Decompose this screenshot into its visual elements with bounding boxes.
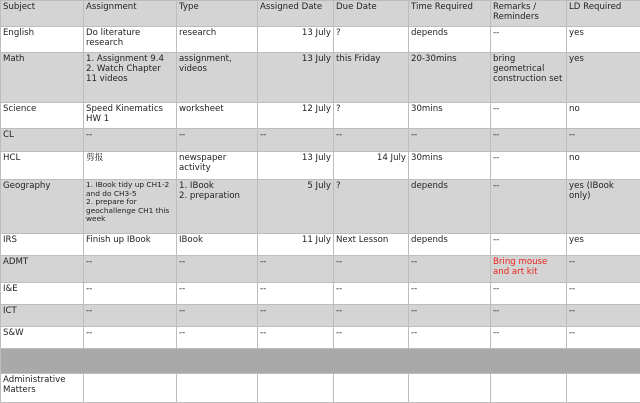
cell-assigned-date[interactable]: 13 July bbox=[258, 27, 334, 53]
cell-type[interactable]: 1. IBook 2. preparation bbox=[177, 180, 258, 234]
cell-ld-required[interactable]: yes (IBook only) bbox=[567, 180, 640, 234]
cell-type[interactable]: -- bbox=[177, 256, 258, 283]
cell-remarks[interactable]: -- bbox=[491, 283, 567, 305]
cell-remarks[interactable]: -- bbox=[491, 103, 567, 129]
cell-due-date[interactable]: ? bbox=[334, 180, 409, 234]
cell-ld-required[interactable]: yes bbox=[567, 53, 640, 103]
header-remarks[interactable]: Remarks / Reminders bbox=[491, 1, 567, 27]
cell-due-date[interactable]: -- bbox=[334, 129, 409, 152]
cell-type[interactable]: worksheet bbox=[177, 103, 258, 129]
admin-cell[interactable] bbox=[334, 374, 409, 403]
cell-time-required[interactable]: depends bbox=[409, 234, 491, 256]
cell-subject[interactable]: ADMT bbox=[1, 256, 84, 283]
cell-due-date[interactable]: ? bbox=[334, 103, 409, 129]
cell-ld-required[interactable]: -- bbox=[567, 327, 640, 349]
cell-subject[interactable]: HCL bbox=[1, 152, 84, 180]
admin-row bbox=[1, 374, 640, 403]
table-row bbox=[1, 180, 640, 234]
cell-assigned-date[interactable]: -- bbox=[258, 327, 334, 349]
cell-assignment[interactable]: 剪报 bbox=[84, 152, 177, 180]
cell-ld-required[interactable]: no bbox=[567, 152, 640, 180]
cell-assignment[interactable]: -- bbox=[84, 327, 177, 349]
cell-remarks[interactable]: bring geometrical construction set bbox=[491, 53, 567, 103]
admin-cell[interactable] bbox=[177, 374, 258, 403]
header-type[interactable]: Type bbox=[177, 1, 258, 27]
header-time-required[interactable]: Time Required bbox=[409, 1, 491, 27]
cell-time-required[interactable]: -- bbox=[409, 327, 491, 349]
cell-time-required[interactable]: -- bbox=[409, 129, 491, 152]
cell-ld-required[interactable]: no bbox=[567, 103, 640, 129]
cell-time-required[interactable]: -- bbox=[409, 305, 491, 327]
admin-cell[interactable] bbox=[258, 374, 334, 403]
cell-type[interactable]: -- bbox=[177, 129, 258, 152]
cell-remarks-reminder[interactable]: Bring mouse and art kit bbox=[491, 256, 567, 283]
cell-due-date[interactable]: -- bbox=[334, 327, 409, 349]
cell-ld-required[interactable]: -- bbox=[567, 256, 640, 283]
header-subject[interactable]: Subject bbox=[1, 1, 84, 27]
cell-due-date[interactable]: -- bbox=[334, 305, 409, 327]
table-row bbox=[1, 27, 640, 53]
cell-due-date[interactable]: -- bbox=[334, 283, 409, 305]
cell-type[interactable]: IBook bbox=[177, 234, 258, 256]
cell-type[interactable]: newspaper activity bbox=[177, 152, 258, 180]
section-divider bbox=[1, 349, 640, 374]
cell-assigned-date[interactable]: 11 July bbox=[258, 234, 334, 256]
header-assigned-date[interactable]: Assigned Date bbox=[258, 1, 334, 27]
cell-due-date[interactable]: ? bbox=[334, 27, 409, 53]
cell-remarks[interactable]: -- bbox=[491, 234, 567, 256]
admin-cell[interactable] bbox=[409, 374, 491, 403]
cell-assignment[interactable]: -- bbox=[84, 256, 177, 283]
header-due-date[interactable]: Due Date bbox=[334, 1, 409, 27]
cell-assignment[interactable]: 1. IBook tidy up CH1-2 and do CH3-5 2. prepare for geochallenge CH1 this week bbox=[84, 180, 177, 234]
cell-ld-required[interactable]: -- bbox=[567, 305, 640, 327]
cell-assigned-date[interactable]: -- bbox=[258, 129, 334, 152]
admin-cell[interactable] bbox=[567, 374, 640, 403]
cell-time-required[interactable]: 30mins bbox=[409, 152, 491, 180]
cell-due-date[interactable]: Next Lesson bbox=[334, 234, 409, 256]
header-ld-required[interactable]: LD Required bbox=[567, 1, 640, 27]
cell-assigned-date[interactable]: 13 July bbox=[258, 53, 334, 103]
cell-subject[interactable]: English bbox=[1, 27, 84, 53]
cell-ld-required[interactable]: yes bbox=[567, 27, 640, 53]
cell-ld-required[interactable]: -- bbox=[567, 283, 640, 305]
cell-remarks[interactable]: -- bbox=[491, 152, 567, 180]
cell-remarks[interactable]: -- bbox=[491, 180, 567, 234]
cell-assigned-date[interactable]: -- bbox=[258, 283, 334, 305]
cell-type[interactable]: research bbox=[177, 27, 258, 53]
cell-assignment[interactable]: -- bbox=[84, 305, 177, 327]
cell-assignment[interactable]: Finish up IBook bbox=[84, 234, 177, 256]
cell-type[interactable]: -- bbox=[177, 283, 258, 305]
cell-type[interactable]: -- bbox=[177, 305, 258, 327]
cell-assigned-date[interactable]: 12 July bbox=[258, 103, 334, 129]
table-row bbox=[1, 129, 640, 152]
cell-subject[interactable]: CL bbox=[1, 129, 84, 152]
cell-assignment[interactable]: Do literature research bbox=[84, 27, 177, 53]
table-row bbox=[1, 256, 640, 283]
cell-assignment[interactable]: Speed Kinematics HW 1 bbox=[84, 103, 177, 129]
cell-assignment[interactable]: 1. Assignment 9.4 2. Watch Chapter 11 videos bbox=[84, 53, 177, 103]
cell-due-date[interactable]: -- bbox=[334, 256, 409, 283]
admin-cell[interactable] bbox=[84, 374, 177, 403]
cell-subject[interactable]: ICT bbox=[1, 305, 84, 327]
cell-remarks[interactable]: -- bbox=[491, 305, 567, 327]
cell-time-required[interactable]: depends bbox=[409, 180, 491, 234]
cell-subject[interactable]: Math bbox=[1, 53, 84, 103]
cell-time-required[interactable]: -- bbox=[409, 256, 491, 283]
table-row bbox=[1, 53, 640, 103]
cell-subject[interactable]: Science bbox=[1, 103, 84, 129]
table-row bbox=[1, 234, 640, 256]
cell-subject[interactable]: S&W bbox=[1, 327, 84, 349]
header-assignment[interactable]: Assignment bbox=[84, 1, 177, 27]
table-row bbox=[1, 327, 640, 349]
table-row bbox=[1, 305, 640, 327]
cell-type[interactable]: assignment, videos bbox=[177, 53, 258, 103]
cell-assigned-date[interactable]: -- bbox=[258, 305, 334, 327]
cell-due-date[interactable]: this Friday bbox=[334, 53, 409, 103]
header-row bbox=[1, 1, 640, 27]
cell-time-required[interactable]: depends bbox=[409, 27, 491, 53]
cell-subject[interactable]: IRS bbox=[1, 234, 84, 256]
table-row bbox=[1, 103, 640, 129]
cell-type[interactable]: -- bbox=[177, 327, 258, 349]
cell-assigned-date[interactable]: 5 July bbox=[258, 180, 334, 234]
cell-remarks[interactable]: -- bbox=[491, 129, 567, 152]
cell-assignment[interactable]: -- bbox=[84, 129, 177, 152]
cell-subject[interactable]: Geography bbox=[1, 180, 84, 234]
cell-time-required[interactable]: -- bbox=[409, 283, 491, 305]
cell-remarks[interactable]: -- bbox=[491, 27, 567, 53]
cell-ld-required[interactable]: -- bbox=[567, 129, 640, 152]
cell-assigned-date[interactable]: 13 July bbox=[258, 152, 334, 180]
cell-ld-required[interactable]: yes bbox=[567, 234, 640, 256]
cell-due-date[interactable]: 14 July bbox=[334, 152, 409, 180]
table-row bbox=[1, 283, 640, 305]
table-row bbox=[1, 152, 640, 180]
cell-assignment[interactable]: -- bbox=[84, 283, 177, 305]
admin-cell[interactable] bbox=[491, 374, 567, 403]
section-divider-row bbox=[1, 349, 640, 374]
cell-assigned-date[interactable]: -- bbox=[258, 256, 334, 283]
cell-subject[interactable]: I&E bbox=[1, 283, 84, 305]
cell-time-required[interactable]: 30mins bbox=[409, 103, 491, 129]
cell-time-required[interactable]: 20-30mins bbox=[409, 53, 491, 103]
admin-matters-label[interactable]: Administrative Matters bbox=[1, 374, 84, 403]
cell-remarks[interactable]: -- bbox=[491, 327, 567, 349]
